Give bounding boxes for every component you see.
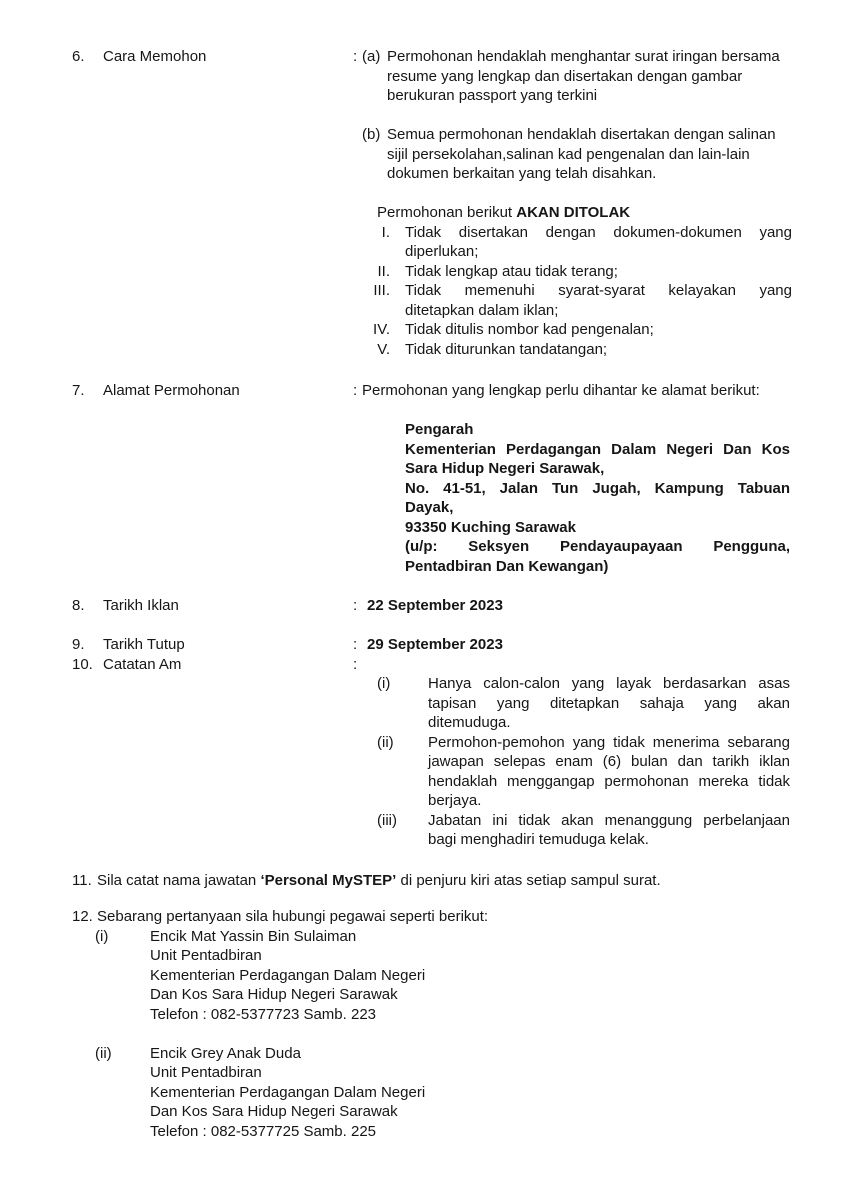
- address-line: Kementerian Perdagangan Dalam Negeri Dan Kos: [405, 440, 790, 458]
- contact-details: [150, 927, 792, 1025]
- item-label: Alamat Permohonan: [103, 382, 240, 399]
- colon: :: [353, 636, 358, 653]
- section-catatan-am: [72, 655, 792, 675]
- item-label-group: [72, 381, 353, 401]
- reject-item-text: [405, 281, 792, 320]
- text-line: bagi menghadiri temuduga kelak.: [428, 831, 649, 848]
- reject-item: [362, 281, 792, 320]
- note-text: [428, 674, 790, 733]
- roman-marker: I.: [381, 223, 390, 241]
- note-marker: (iii): [377, 811, 397, 829]
- job-title-bold: ‘Personal MySTEP’: [260, 871, 397, 889]
- contact-phone: Telefon : 082-5377725 Samb. 225: [150, 1122, 377, 1140]
- item-number: 6.: [72, 48, 85, 65]
- text-line: Tidak diturunkan tandatangan;: [405, 340, 608, 358]
- note-item: [377, 733, 792, 811]
- text-line: resume yang lengkap dan disertakan dengan gambar: [387, 67, 743, 85]
- address-block: [405, 420, 790, 576]
- address-line: Sara Hidup Negeri Sarawak,: [405, 460, 605, 477]
- paragraph-text: [387, 125, 792, 184]
- reject-header: [377, 203, 792, 223]
- reject-item: [362, 223, 792, 262]
- contact-org-line: Dan Kos Sara Hidup Negeri Sarawak: [150, 1103, 398, 1120]
- text-line: dokumen berkaitan yang telah disahkan.: [387, 165, 657, 182]
- advert-date: 22 September 2023: [367, 597, 503, 614]
- roman-marker: V.: [377, 340, 390, 358]
- section-9-content: [362, 635, 792, 655]
- contact-org-line: Kementerian Perdagangan Dalam Negeri: [150, 1083, 426, 1101]
- paragraph-b: [362, 125, 792, 184]
- item-number: 8.: [72, 597, 85, 614]
- reject-item-text: [405, 262, 792, 282]
- section-7-content: [362, 381, 792, 576]
- item-number: 7.: [72, 382, 85, 399]
- text-line: Permohon-pemohon yang tidak menerima sebarang: [428, 733, 790, 751]
- contact-unit: Unit Pentadbiran: [150, 947, 262, 964]
- text-line: Tidak lengkap atau tidak terang;: [405, 262, 618, 280]
- roman-marker: IV.: [373, 321, 390, 338]
- section-8-content: [362, 596, 792, 616]
- note-text: [428, 811, 790, 850]
- contact-org-line: Dan Kos Sara Hidup Negeri Sarawak: [150, 986, 398, 1003]
- note-marker: (i): [377, 675, 391, 692]
- address-line: 93350 Kuching Sarawak: [405, 518, 576, 536]
- text-line: jawapan selepas enam (6) bulan dan tarikh iklan: [428, 753, 790, 770]
- roman-marker: III.: [373, 282, 390, 299]
- section-envelope-note: [72, 871, 792, 891]
- address-intro: Permohonan yang lengkap perlu dihantar ke alamat berikut:: [362, 382, 760, 399]
- reject-item-text: [405, 223, 792, 262]
- reject-item: [362, 340, 792, 360]
- text-line: Semua permohonan hendaklah disertakan dengan salinan: [387, 126, 776, 143]
- reject-item: [362, 262, 792, 282]
- contact-name: Encik Grey Anak Duda: [150, 1044, 301, 1062]
- contact-org-line: Kementerian Perdagangan Dalam Negeri: [150, 966, 426, 984]
- text-line: Tidak ditulis nombor kad pengenalan;: [405, 321, 654, 338]
- section-tarikh-tutup: [72, 635, 792, 655]
- address-line: Dayak,: [405, 499, 454, 516]
- colon: :: [353, 655, 358, 673]
- item-label: Cara Memohon: [103, 48, 207, 65]
- item-label: Catatan Am: [103, 655, 182, 673]
- closing-date: 29 September 2023: [367, 636, 503, 653]
- section-6-content: [362, 47, 792, 359]
- reject-item: [362, 320, 792, 340]
- reject-header-bold: AKAN DITOLAK: [516, 204, 631, 221]
- item-label-group: [72, 47, 353, 67]
- note-item: [377, 674, 792, 733]
- contacts-heading: Sebarang pertanyaan sila hubungi pegawai seperti berikut:: [97, 908, 489, 925]
- section-cara-memohon: [72, 47, 792, 359]
- item-label: Tarikh Tutup: [103, 636, 185, 653]
- envelope-note-text: [97, 871, 661, 891]
- paragraph-marker: (b): [362, 126, 381, 143]
- section-contacts-heading: [72, 907, 792, 927]
- note-marker: (ii): [377, 733, 394, 751]
- section-alamat-permohonan: [72, 381, 792, 576]
- contact-marker: (ii): [95, 1044, 112, 1062]
- notes-list: [362, 674, 792, 850]
- contact-item: [95, 927, 792, 1025]
- reject-header-prefix: Permohonan berikut: [377, 204, 517, 221]
- item-label-group: [72, 655, 353, 675]
- contact-phone: Telefon : 082-5377723 Samb. 223: [150, 1005, 377, 1023]
- text-line: Tidak memenuhi syarat-syarat kelayakan yang: [405, 282, 792, 299]
- item-number: 11.: [72, 871, 92, 889]
- paragraph-a: [362, 47, 792, 106]
- address-line: (u/p: Seksyen Pendayaupayaan Pengguna,: [405, 538, 790, 555]
- text-line: sijil persekolahan,salinan kad pengenalan dan lain-lain: [387, 145, 750, 163]
- address-line: No. 41-51, Jalan Tun Jugah, Kampung Tabuan: [405, 479, 790, 497]
- note-suffix: di penjuru kiri atas setiap sampul surat.: [396, 871, 661, 889]
- item-number: 10.: [72, 655, 93, 673]
- item-number: 9.: [72, 636, 85, 653]
- text-line: Permohonan hendaklah menghantar surat iringan bersama: [387, 48, 780, 65]
- note-text: [428, 733, 790, 811]
- reject-item-text: [405, 320, 792, 340]
- text-line: Jabatan ini tidak akan menanggung perbelanjaan: [428, 811, 790, 829]
- address-line: Pentadbiran Dan Kewangan): [405, 557, 609, 575]
- colon: :: [353, 382, 358, 399]
- text-line: Hanya calon-calon yang layak berdasarkan asas: [428, 675, 790, 692]
- item-label-group: [72, 596, 353, 616]
- paragraph-text: [387, 47, 792, 106]
- colon: :: [353, 597, 358, 614]
- text-line: ditetapkan dalam iklan;: [405, 301, 559, 319]
- text-line: tapisan yang ditetapkan sahaja yang akan: [428, 694, 790, 712]
- item-number: 12.: [72, 908, 93, 925]
- item-label-group: [72, 635, 353, 655]
- text-line: ditemuduga.: [428, 714, 511, 731]
- contact-item: [95, 1044, 792, 1142]
- text-line: berjaya.: [428, 792, 482, 809]
- text-line: Tidak disertakan dengan dokumen-dokumen yang: [405, 223, 792, 241]
- roman-marker: II.: [377, 262, 390, 280]
- text-line: hendaklah menggangap permohonan mereka tidak: [428, 772, 790, 790]
- reject-item-text: [405, 340, 792, 360]
- contact-unit: Unit Pentadbiran: [150, 1064, 262, 1081]
- contact-name: Encik Mat Yassin Bin Sulaiman: [150, 927, 357, 945]
- contact-details: [150, 1044, 792, 1142]
- contact-marker: (i): [95, 927, 109, 945]
- text-line: berukuran passport yang terkini: [387, 87, 598, 104]
- paragraph-marker: (a): [362, 48, 381, 65]
- section-tarikh-iklan: [72, 596, 792, 616]
- address-line: Pengarah: [405, 421, 474, 438]
- note-prefix: Sila catat nama jawatan: [97, 871, 261, 889]
- text-line: diperlukan;: [405, 243, 479, 260]
- note-item: [377, 811, 792, 850]
- catatan-notes: [72, 674, 792, 850]
- item-label: Tarikh Iklan: [103, 597, 179, 614]
- colon: :: [353, 48, 358, 65]
